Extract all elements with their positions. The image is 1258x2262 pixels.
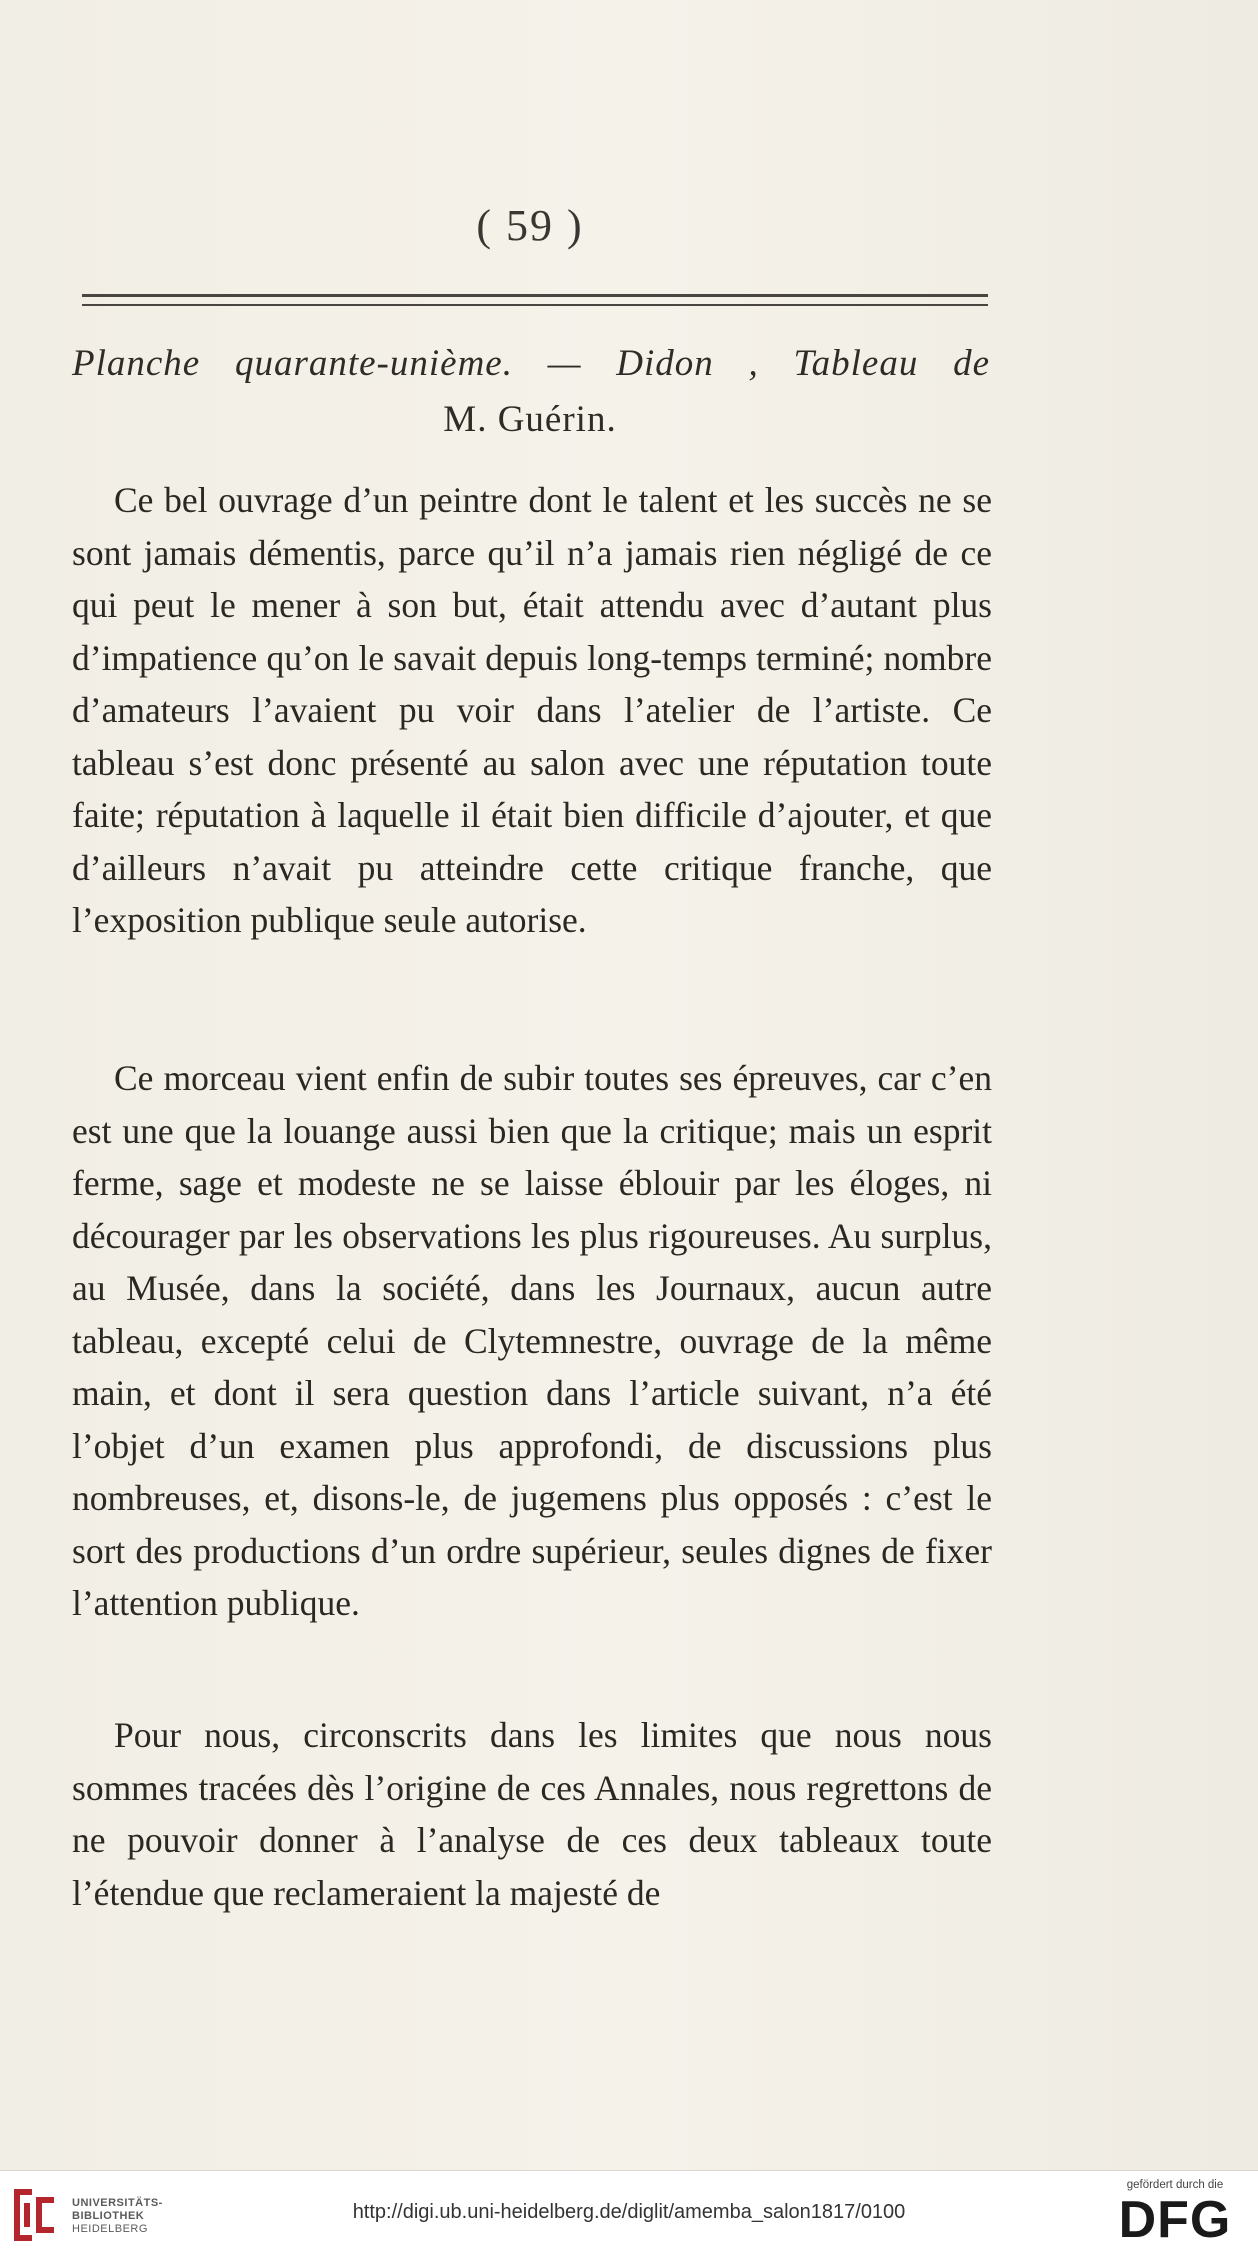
header-rule-thick xyxy=(82,294,988,297)
dfg-logo: DFG xyxy=(1118,2191,1232,2249)
plate-caption-artist: M. Guérin. xyxy=(443,399,617,440)
body-paragraph: Pour nous, circonscrits dans les limites que nous nous sommes tracées dès l’origine de ces Annales, nous regrettons de ne pouvoir donner à l’analyse de ces deux tableaux toute l’étendue que reclameraient la majesté de xyxy=(72,1715,992,1913)
source-url-link[interactable]: http://digi.ub.uni-heidelberg.de/diglit/amemba_salon1817/0100 xyxy=(352,2201,906,2223)
library-name-line: HEIDELBERG xyxy=(72,2223,148,2235)
digitization-footer xyxy=(0,2170,1258,2262)
page-number: ( 59 ) xyxy=(476,201,584,250)
body-paragraph: Ce morceau vient enfin de subir toutes ses épreuves, car c’en est une que la louange aussi bien que la critique; mais un esprit ferme, sage et modeste ne se laisse éblouir par les éloges, ni décourager par les observations les plus rigoureuses. Au surplus, au Musée, dans la société, dans les Journaux, aucun autre tableau, excepté celui de Clytemnestre, ouvrage de la même main, et dont il sera question dans l’article suivant, n’a été l’objet d’un examen plus approfondi, de discussions plus nombreuses, et, disons-le, de jugemens plus opposés : c’est le sort des productions d’un ordre supérieur, seules dignes de fixer l’attention publique. xyxy=(72,1058,992,1623)
funder-caption: gefördert durch die xyxy=(1126,2179,1224,2191)
library-name-line: UNIVERSITÄTS- xyxy=(72,2197,163,2209)
plate-caption: Planche quarante-unième. — Didon , Tableau de xyxy=(72,343,990,384)
body-paragraph: Ce bel ouvrage d’un peintre dont le talent et les succès ne se sont jamais démentis, parce qu’il n’a jamais rien négligé de ce qui peut le mener à son but, était attendu avec d’autant plus d’impatience qu’on le savait depuis long-temps terminé; nombre d’amateurs l’avaient pu voir dans l’atelier de l’artiste. Ce tableau s’est donc présenté au salon avec une réputation toute faite; réputation à laquelle il était bien difficile d’ajouter, et que d’ailleurs n’avait pu atteindre cette critique franche, que l’exposition publique seule autorise. xyxy=(72,480,992,940)
header-rule-thin xyxy=(82,304,988,306)
library-name-line: BIBLIOTHEK xyxy=(72,2210,145,2222)
funder-block[interactable] xyxy=(1110,2179,1240,2249)
